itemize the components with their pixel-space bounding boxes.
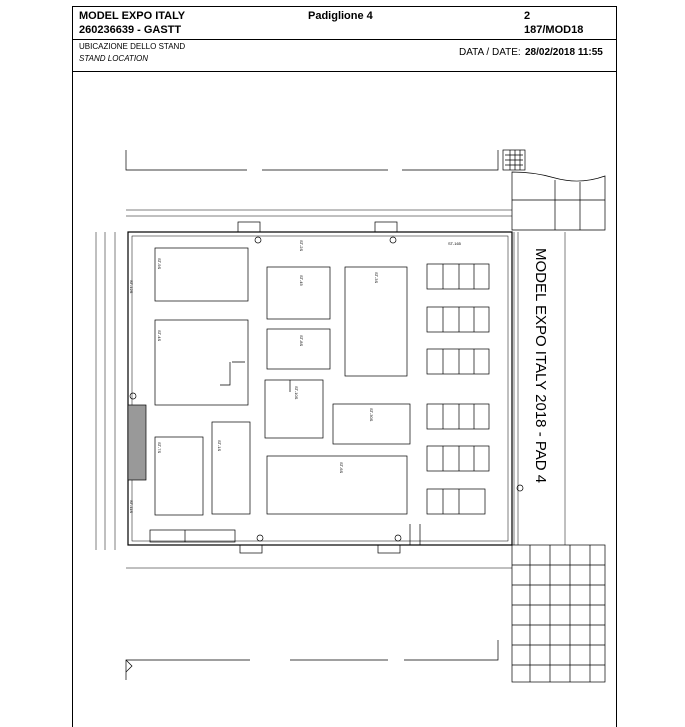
stand-label: ST-2S xyxy=(299,240,304,252)
stand-location-it: UBICAZIONE DELLO STAND xyxy=(79,42,186,51)
stand-label: ST-1S xyxy=(217,440,222,452)
stand-location-en: STAND LOCATION xyxy=(79,54,149,63)
stand-label: ST-12S xyxy=(129,280,134,294)
exhibitor-code: 260236639 - GASTT xyxy=(79,24,182,36)
stand-block xyxy=(345,267,407,376)
canopy-top xyxy=(512,172,605,230)
date-label: DATA / DATE: xyxy=(459,47,521,58)
stand-block xyxy=(265,380,323,438)
stand-label: ST-30S xyxy=(369,408,374,422)
stand-label: ST-45 xyxy=(299,275,304,286)
stand-label: ST-10S xyxy=(294,386,299,400)
top-wall-right xyxy=(402,150,498,170)
stand-label: ST-11S xyxy=(129,500,134,514)
stand-label: ST-6S xyxy=(339,462,344,474)
stand-label: ST-9S xyxy=(157,258,162,270)
form-code: 187/MOD18 xyxy=(524,24,584,36)
stand-block xyxy=(267,456,407,514)
vertical-title: MODEL EXPO ITALY 2018 - PAD 4 xyxy=(532,248,549,484)
dark-strip xyxy=(128,405,146,480)
stand-block xyxy=(155,248,248,301)
top-wall-left xyxy=(126,150,247,170)
bottom-wall-left xyxy=(126,660,250,680)
pavilion-label: Padiglione 4 xyxy=(308,10,373,22)
stand-label: ST-165 xyxy=(448,241,461,246)
stand-label: ST-3S xyxy=(374,272,379,284)
canopy-bottom xyxy=(512,545,605,682)
hall-outline xyxy=(128,232,512,545)
stand-label: ST-7S xyxy=(157,442,162,454)
stand-block xyxy=(267,329,330,369)
stand-block xyxy=(267,267,330,319)
stand-label: ST-4S xyxy=(157,330,162,342)
stand-label: ST-8S xyxy=(299,335,304,347)
date-value: 28/02/2018 11:55 xyxy=(525,47,603,58)
stand-block xyxy=(212,422,250,514)
page-number: 2 xyxy=(524,10,531,22)
event-title: MODEL EXPO ITALY xyxy=(79,10,186,22)
stand-block xyxy=(155,320,248,405)
